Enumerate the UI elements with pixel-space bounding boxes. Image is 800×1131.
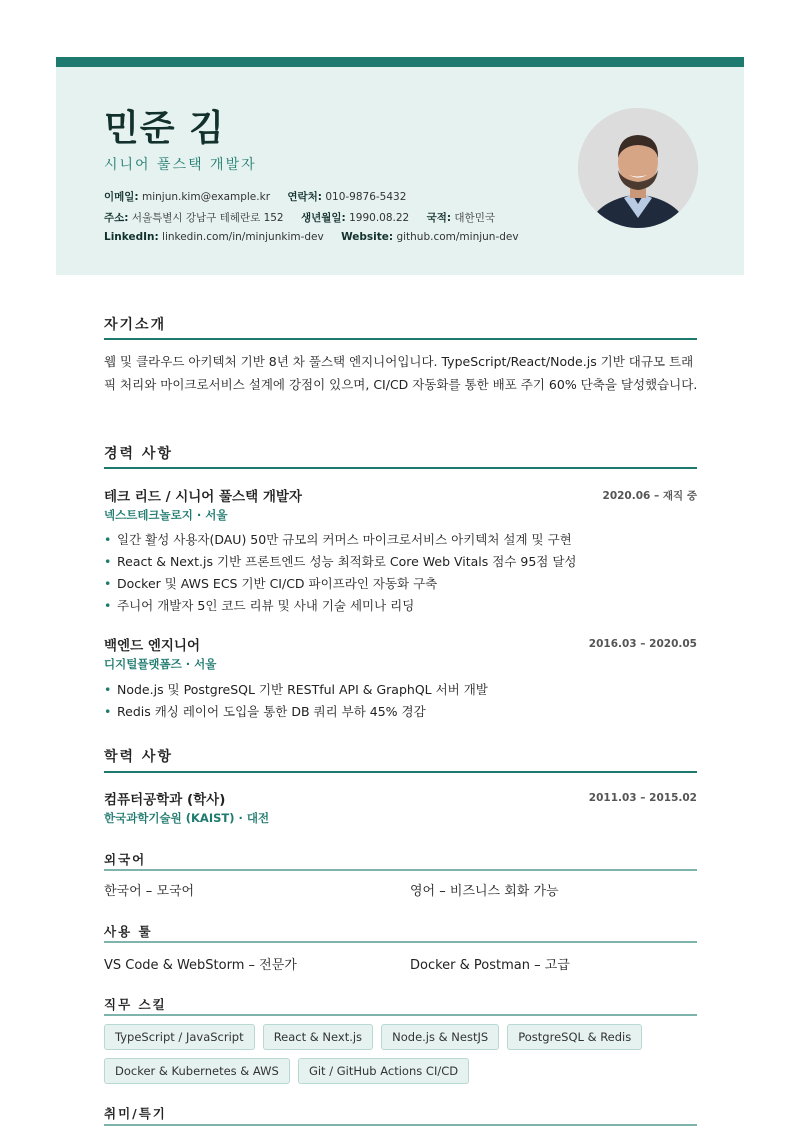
summary-heading: 자기소개 (104, 317, 167, 333)
nationality-label: 국적: (426, 212, 452, 224)
education-date: 2011.03 – 2015.02 (588, 792, 697, 804)
birth-value: 1990.08.22 (349, 212, 410, 224)
bullet-text: 일간 활성 사용자(DAU) 50만 규모의 커머스 마이크로서비스 아키텍처 설계 및 구현 (117, 532, 572, 547)
job-1-title: 테크 리드 / 시니어 풀스택 개발자 (104, 489, 302, 505)
bullet-icon: • (104, 532, 112, 547)
education-heading: 학력 사항 (104, 749, 173, 765)
bullet-icon: • (104, 682, 112, 697)
skill-tags (104, 1024, 704, 1092)
email-value: minjun.kim@example.kr (141, 191, 271, 203)
bullet-text: 주니어 개발자 5인 코드 리뷰 및 사내 기술 세미나 리딩 (117, 598, 415, 613)
contact-birth (301, 212, 409, 224)
website-label: Website: (341, 231, 394, 243)
contact-email (104, 191, 270, 203)
address-value: 서울특별시 강남구 테헤란로 152 (131, 212, 284, 224)
contact-phone (287, 191, 406, 203)
contact-address (104, 212, 284, 224)
profile-photo (578, 108, 698, 228)
job-2-org: 디지털플랫폼즈 · 서울 (104, 657, 217, 671)
job-2-date: 2016.03 – 2020.05 (588, 638, 697, 650)
contact-line-3 (104, 231, 533, 243)
phone-value: 010-9876-5432 (325, 191, 407, 203)
education-school: 한국과학기술원 (KAIST) · 대전 (104, 811, 270, 825)
skill-tag: Docker & Kubernetes & AWS (104, 1058, 290, 1084)
skill-tag: PostgreSQL & Redis (507, 1024, 642, 1050)
bullet-icon: • (104, 554, 112, 569)
job-1-bullets (104, 529, 700, 617)
birth-label: 생년월일: (300, 212, 346, 224)
avatar-illustration (578, 108, 698, 228)
skill-tag: Node.js & NestJS (381, 1024, 499, 1050)
job-2-title: 백엔드 엔지니어 (104, 638, 200, 654)
job-1-org: 넥스트테크놀로지 · 서울 (104, 508, 228, 522)
contact-line-2 (104, 210, 509, 225)
skill-tag: Git / GitHub Actions CI/CD (298, 1058, 469, 1084)
languages-divider (104, 869, 697, 871)
linkedin-value: linkedin.com/in/minjunkim-dev (162, 231, 324, 243)
job-1-date: 2020.06 – 재직 중 (602, 490, 697, 502)
contact-line-1 (104, 189, 420, 204)
bullet-text: Docker 및 AWS ECS 기반 CI/CD 파이프라인 자동화 구축 (117, 576, 438, 591)
experience-divider (104, 467, 697, 469)
experience-heading: 경력 사항 (104, 446, 173, 462)
contact-linkedin (104, 231, 324, 243)
hobbies-heading: 취미/특기 (104, 1106, 167, 1121)
bullet-icon: • (104, 598, 112, 613)
language-item-korean: 한국어 – 모국어 (104, 884, 195, 899)
linkedin-label: LinkedIn: (104, 231, 159, 243)
education-degree: 컴퓨터공학과 (학사) (104, 792, 226, 808)
skill-tag: TypeScript / JavaScript (104, 1024, 255, 1050)
languages-heading: 외국어 (104, 852, 147, 867)
tool-item-ide: VS Code & WebStorm – 전문가 (104, 958, 297, 973)
skills-heading: 직무 스킬 (104, 997, 167, 1012)
list-item (104, 551, 700, 573)
summary-divider (104, 338, 697, 340)
list-item (104, 529, 700, 551)
summary-text: 웹 및 클라우드 아키텍처 기반 8년 차 풀스택 엔지니어입니다. TypeScript/React/Node.js 기반 대규모 트래픽 처리와 마이크로서비스 설계에 강점이 있으며, CI/CD 자동화를 통한 배포 주기 60% 단축을 달성했습니다. (104, 354, 698, 392)
education-divider (104, 771, 697, 773)
bullet-icon: • (104, 576, 112, 591)
contact-nationality (427, 212, 495, 224)
job-2-bullets (104, 679, 700, 723)
candidate-name: 민준 김 (104, 108, 225, 149)
header-accent-bar (56, 57, 744, 67)
list-item (104, 701, 700, 723)
tool-item-docker: Docker & Postman – 고급 (410, 958, 570, 973)
hobbies-divider (104, 1124, 697, 1126)
nationality-value: 대한민국 (454, 212, 495, 224)
bullet-text: React & Next.js 기반 프론트엔드 성능 최적화로 Core Web Vitals 점수 95점 달성 (117, 554, 577, 569)
contact-website (341, 231, 519, 243)
list-item (104, 573, 700, 595)
bullet-icon: • (104, 704, 112, 719)
bullet-text: Redis 캐싱 레이어 도입을 통한 DB 쿼리 부하 45% 경감 (117, 704, 426, 719)
language-item-english: 영어 – 비즈니스 회화 가능 (410, 884, 559, 899)
tools-divider (104, 941, 697, 943)
phone-label: 연락처: (287, 191, 322, 203)
address-label: 주소: (104, 212, 129, 224)
website-value: github.com/minjun-dev (396, 231, 519, 243)
skill-tag: React & Next.js (263, 1024, 373, 1050)
list-item (104, 595, 700, 617)
email-label: 이메일: (104, 191, 139, 203)
tools-heading: 사용 툴 (104, 924, 153, 939)
candidate-title: 시니어 풀스택 개발자 (104, 157, 257, 173)
bullet-text: Node.js 및 PostgreSQL 기반 RESTful API & GraphQL 서버 개발 (117, 682, 488, 697)
list-item (104, 679, 700, 701)
skills-divider (104, 1014, 697, 1016)
